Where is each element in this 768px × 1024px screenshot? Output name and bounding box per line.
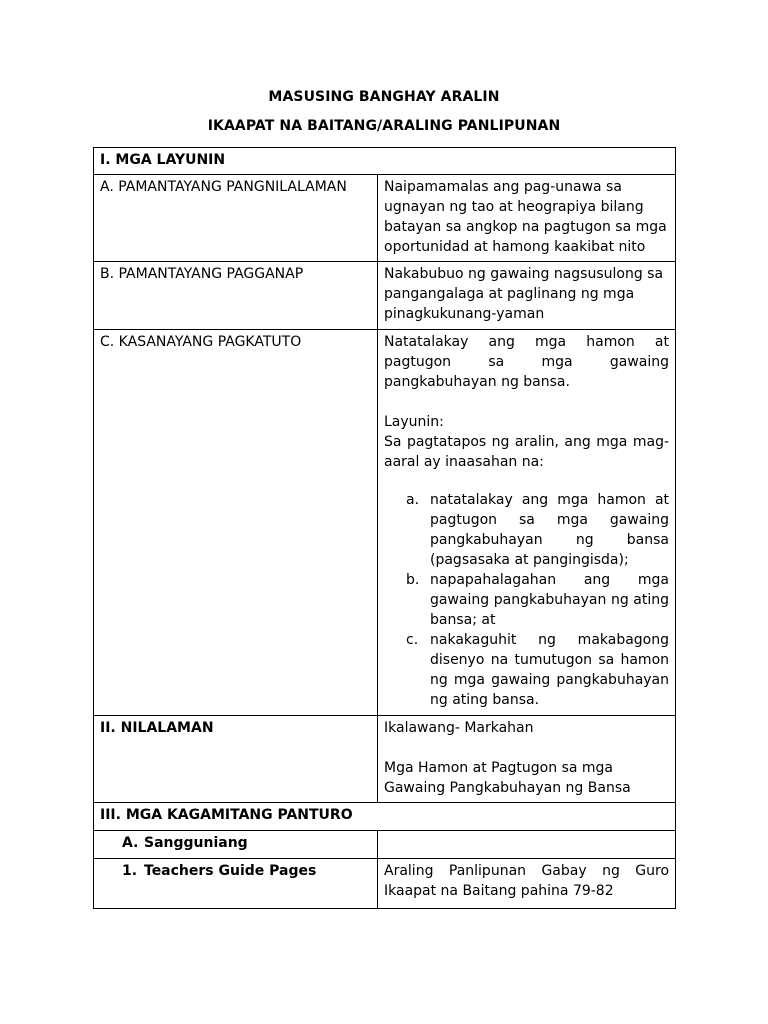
list-item (406, 490, 670, 570)
competency-text: Natatalakay ang mga hamon at pagtugon sa mga gawaing pangkabuhayan ng bansa. (384, 334, 670, 390)
lesson-plan-table (93, 147, 676, 909)
row-label (94, 831, 378, 859)
list-marker: A. (122, 835, 139, 851)
list-marker: c. (406, 632, 419, 648)
objectives-list (384, 490, 669, 710)
objective-text: nakakaguhit ng makabagong disenyo na tumutugon sa hamon ng mga gawaing pangkabuhayan ng ating bansa. (430, 632, 670, 708)
section-heading-layunin: I. MGA LAYUNIN (94, 148, 676, 175)
document-subtitle: IKAAPAT NA BAITANG/ARALING PANLIPUNAN (207, 118, 561, 134)
table-row (94, 148, 676, 175)
objective-text: natatalakay ang mga hamon at pagtugon sa mga gawaing pangkabuhayan ng bansa (pagsasaka at pangingisda); (430, 492, 670, 568)
list-marker: b. (406, 572, 420, 588)
row-content: Nakabubuo ng gawaing nagsusulong sa pangangalaga at paglinang ng mga pinagkukunang-yaman (378, 262, 676, 330)
topic-text: Mga Hamon at Pagtugon sa mga Gawaing Pangkabuhayan ng Bansa (384, 760, 631, 796)
section-heading-kagamitan: III. MGA KAGAMITANG PANTURO (94, 803, 676, 831)
row-content (378, 716, 676, 803)
quarter-text: Ikalawang- Markahan (384, 720, 534, 736)
table-row (94, 175, 676, 262)
row-content (378, 330, 676, 716)
row-label: C. KASANAYANG PAGKATUTO (94, 330, 378, 716)
objectives-intro: Sa pagtatapos ng aralin, ang mga mag-aaral ay inaasahan na: (384, 434, 670, 470)
table-row (94, 803, 676, 831)
section-heading-nilalaman: II. NILALAMAN (94, 716, 378, 803)
sub-heading-sanggunian: Sangguniang (144, 835, 248, 851)
objective-text: napapahalagahan ang mga gawaing pangkabuhayan ng ating bansa; at (430, 572, 670, 628)
row-content: Araling Panlipunan Gabay ng Guro Ikaapat na Baitang pahina 79-82 (378, 859, 676, 909)
document-title: MASUSING BANGHAY ARALIN (268, 89, 500, 105)
table-row (94, 831, 676, 859)
row-label: A. PAMANTAYANG PANGNILALAMAN (94, 175, 378, 262)
table-row (94, 859, 676, 909)
list-item (406, 570, 670, 630)
objectives-title: Layunin: (384, 414, 444, 430)
list-item (406, 630, 670, 710)
table-row (94, 716, 676, 803)
list-marker: 1. (122, 863, 138, 879)
row-content-empty (378, 831, 676, 859)
list-marker: a. (406, 492, 420, 508)
row-content: Naipamamalas ang pag-unawa sa ugnayan ng tao at heograpiya bilang batayan sa angkop na pagtugon sa mga oportunidad at hamong kaakibat nito (378, 175, 676, 262)
row-label: B. PAMANTAYANG PAGGANAP (94, 262, 378, 330)
item-teachers-guide: Teachers Guide Pages (144, 863, 317, 879)
row-label (94, 859, 378, 909)
table-row (94, 330, 676, 716)
table-row (94, 262, 676, 330)
